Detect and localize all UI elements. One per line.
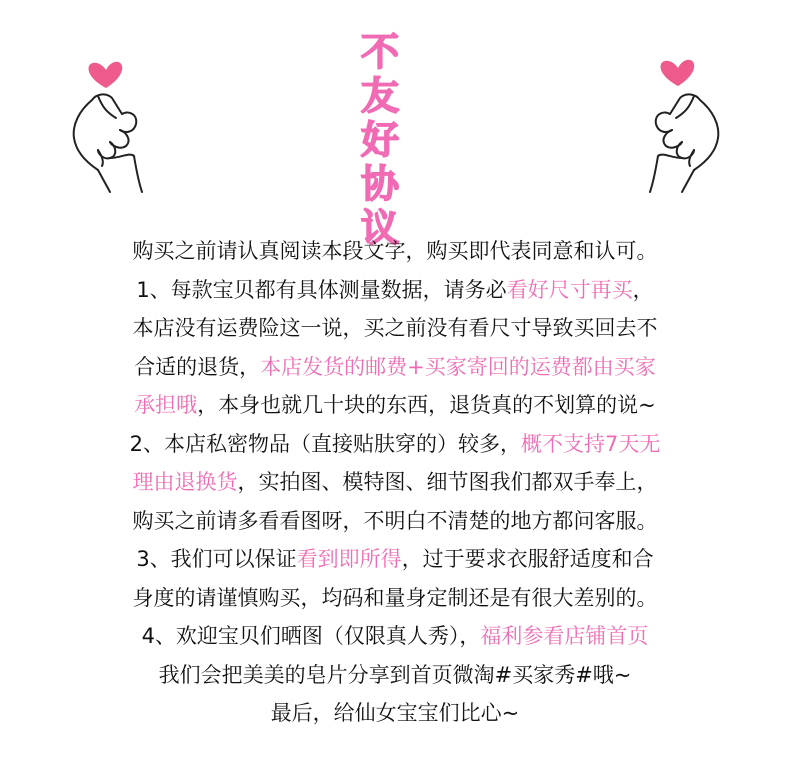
agreement-line — [40, 617, 750, 656]
agreement-line — [40, 463, 750, 502]
title-char: 友 — [360, 74, 399, 118]
agreement-line — [40, 579, 750, 618]
agreement-line — [40, 425, 750, 464]
highlight-text: 看好尺寸再买 — [506, 277, 633, 302]
body-text: ，本身也就几十块的东西，退货真的不划算的说~ — [197, 393, 656, 417]
highlight-text: 福利参看店铺首页 — [480, 624, 649, 648]
finger-heart-right-icon — [620, 52, 730, 197]
agreement-line — [40, 656, 750, 695]
agreement-line — [40, 348, 750, 387]
title-char: 议 — [360, 206, 399, 250]
agreement-body — [40, 232, 750, 733]
body-text: ， — [632, 277, 654, 302]
highlight-text: 理由退换货 — [132, 470, 238, 494]
body-text: 4、欢迎宝贝们晒图（仅限真人秀）， — [141, 624, 481, 648]
highlight-text: 本店发货的邮费+买家寄回的运费都由买家 — [260, 354, 656, 379]
body-text: 最后，给仙女宝宝们比心~ — [270, 701, 520, 725]
agreement-line — [40, 232, 750, 271]
highlight-text: 看到即所得 — [296, 547, 402, 571]
highlight-text: 概不支持7天无 — [520, 431, 661, 456]
title-char: 不 — [360, 30, 399, 74]
body-text: ，实拍图、模特图、细节图我们都双手奉上， — [237, 470, 658, 494]
agreement-line — [40, 271, 750, 310]
body-text: ，过于要求衣服舒适度和合 — [401, 547, 654, 571]
highlight-text: 承担哦 — [134, 393, 198, 417]
body-text: 我们会把美美的皂片分享到首页微淘#买家秀#哦~ — [158, 662, 632, 687]
body-text: 购买之前请认真阅读本段文字，购买即代表同意和认可。 — [132, 239, 658, 263]
body-text: 身度的请谨慎购买，均码和量身定制还是有很大差别的。 — [132, 585, 658, 610]
agreement-line — [40, 540, 750, 579]
agreement-line — [40, 309, 750, 348]
body-text: 本店没有运费险这一说，买之前没有看尺寸导致买回去不 — [132, 316, 658, 340]
agreement-line — [40, 694, 750, 733]
title-char: 好 — [360, 118, 399, 162]
body-text: 2、本店私密物品（直接贴肤穿的）较多， — [129, 431, 521, 456]
agreement-line — [40, 502, 750, 541]
body-text: 购买之前请多看看图呀，不明白不清楚的地方都问客服。 — [132, 508, 658, 533]
finger-heart-left-icon — [62, 52, 172, 197]
body-text: 1、每款宝贝都有具体测量数据，请务必 — [136, 277, 507, 302]
body-text: 3、我们可以保证 — [136, 547, 297, 571]
agreement-title — [340, 30, 420, 250]
agreement-line — [40, 386, 750, 425]
title-char: 协 — [360, 162, 399, 206]
body-text: 合适的退货， — [134, 354, 261, 379]
